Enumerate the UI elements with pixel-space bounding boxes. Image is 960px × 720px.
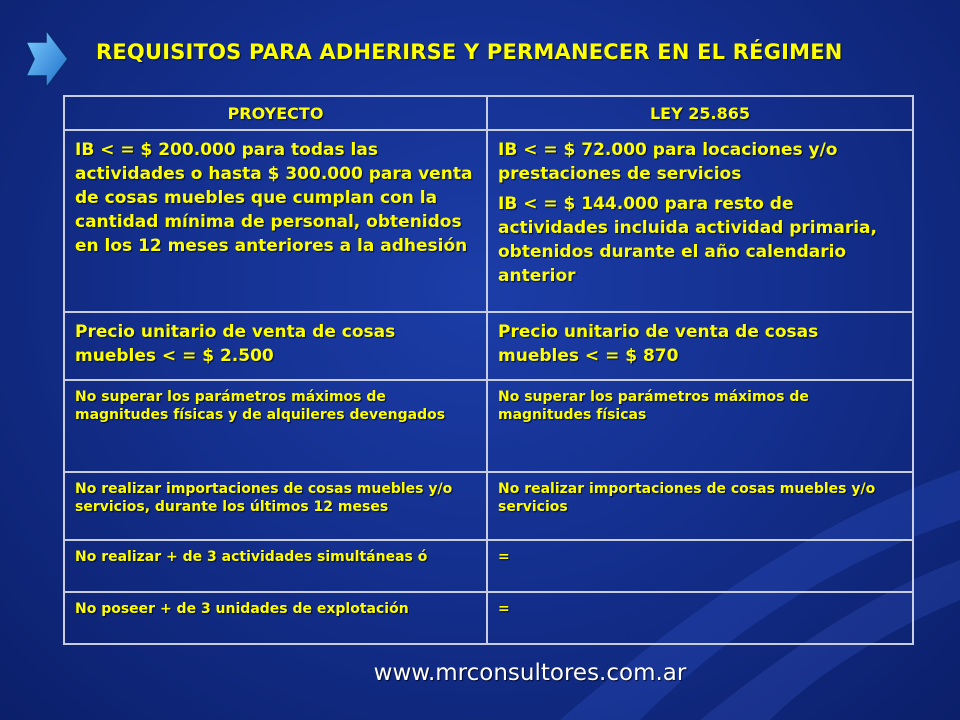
- cell-text: No superar los parámetros máximos de magnitudes físicas: [498, 389, 809, 423]
- footer-url: www.mrconsultores.com.ar: [373, 660, 687, 686]
- column-header-proyecto: PROYECTO: [64, 96, 487, 130]
- table-row: [64, 130, 913, 312]
- cell-text: No realizar importaciones de cosas muebles y/o servicios, durante los últimos 12 meses: [75, 481, 453, 515]
- table-cell-proyecto: [64, 312, 487, 380]
- cell-text: IB < = $ 200.000 para todas las actividades o hasta $ 300.000 para venta de cosas muebles que cumplan con la cantidad mínima de personal, obtenidos en los 12 meses anteriores a la adhesión: [75, 140, 473, 256]
- slide-title: REQUISITOS PARA ADHERIRSE Y PERMANECER EN EL RÉGIMEN: [96, 40, 843, 64]
- cell-text: IB < = $ 144.000 para resto de actividades incluida actividad primaria, obtenidos durante el año calendario anterior: [498, 194, 877, 286]
- table-header-row: [64, 96, 913, 130]
- table-cell-ley: [487, 592, 913, 644]
- table-cell-ley: [487, 312, 913, 380]
- cell-text: Precio unitario de venta de cosas muebles < = $ 2.500: [75, 322, 396, 366]
- table-row: [64, 540, 913, 592]
- table-cell-ley: [487, 472, 913, 540]
- table-cell-proyecto: [64, 592, 487, 644]
- cell-text: Precio unitario de venta de cosas muebles < = $ 870: [498, 322, 819, 366]
- table-cell-proyecto: [64, 540, 487, 592]
- cell-text: =: [498, 601, 510, 617]
- table-cell-proyecto: [64, 472, 487, 540]
- table-row: [64, 312, 913, 380]
- arrow-right-icon: [24, 28, 70, 90]
- table-cell-ley: [487, 540, 913, 592]
- table-cell-proyecto: [64, 130, 487, 312]
- cell-text: IB < = $ 72.000 para locaciones y/o prestaciones de servicios: [498, 140, 838, 184]
- requirements-table: [63, 95, 914, 645]
- table-row: [64, 472, 913, 540]
- table-cell-ley: [487, 130, 913, 312]
- cell-text: No poseer + de 3 unidades de explotación: [75, 601, 409, 617]
- cell-text: No superar los parámetros máximos de magnitudes físicas y de alquileres devengados: [75, 389, 446, 423]
- cell-text: No realizar + de 3 actividades simultáneas ó: [75, 549, 428, 565]
- table-row: [64, 380, 913, 472]
- column-header-ley: LEY 25.865: [487, 96, 913, 130]
- cell-text: =: [498, 549, 510, 565]
- table-cell-proyecto: [64, 380, 487, 472]
- table-row: [64, 592, 913, 644]
- cell-text: No realizar importaciones de cosas muebles y/o servicios: [498, 481, 876, 515]
- table-cell-ley: [487, 380, 913, 472]
